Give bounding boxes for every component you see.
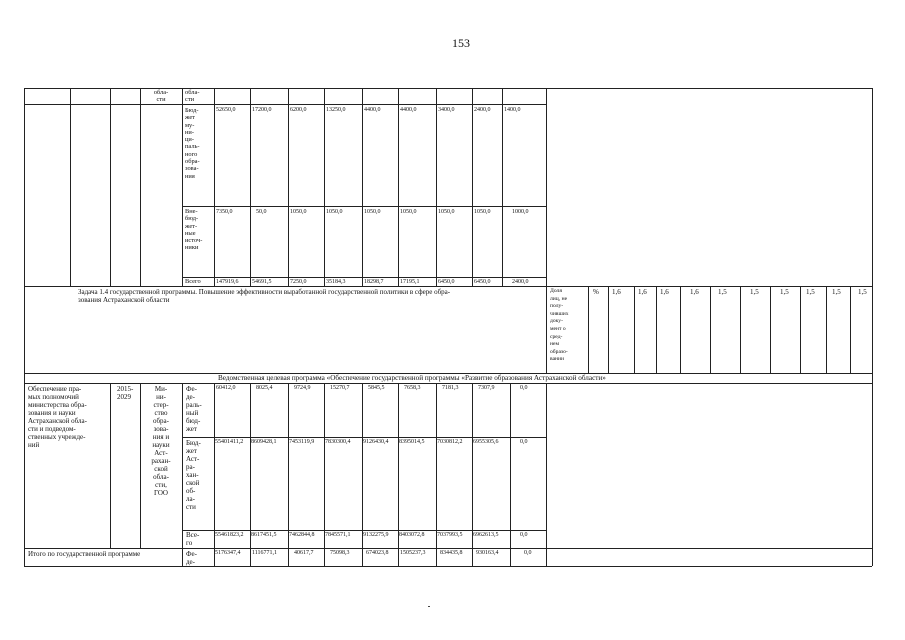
vcp-executor: Ми- ни- стер- ство обра- зова- ния и науки Аст- рахан- ской обла- сти, ГОО (151, 385, 171, 497)
cell-value: 147919,6 (216, 279, 239, 285)
cell-value: 7845571,1 (325, 532, 351, 538)
cell-value: 8025,4 (256, 385, 273, 391)
cell-value: 7462844,8 (289, 532, 315, 538)
indicator-value: 1,5 (832, 288, 841, 296)
cell-value: 60412,0 (216, 385, 236, 391)
cell-value: 834435,8 (440, 550, 463, 556)
cell-value: 8403072,8 (399, 532, 425, 538)
cell-value: 9724,9 (294, 385, 311, 391)
source-extrabudgetary: Вне- бюд- жет- ные источ- ники (185, 208, 203, 252)
indicator-value: 1,6 (660, 288, 669, 296)
cell-value: 17195,1 (400, 279, 420, 285)
cell-value: 7181,3 (442, 385, 459, 391)
source-regional-budget: Бюд- жет Аст- ра- хан- ской об- ла- сти (186, 439, 201, 511)
source-total: Всего (185, 278, 201, 285)
cell-value: 3400,0 (438, 107, 455, 113)
indicator-value: 1,5 (806, 288, 815, 296)
cell-value: 2400,0 (512, 279, 529, 285)
cell-value: 2400,0 (474, 107, 491, 113)
indicator-value: 1,5 (750, 288, 759, 296)
cell-value: 8395014,5 (399, 439, 425, 445)
cell-value: 6955305,6 (473, 439, 499, 445)
cell-value: 13250,0 (326, 107, 346, 113)
cell-value: 7250,0 (290, 279, 307, 285)
cell-value: 0,0 (520, 532, 528, 538)
total-label: Итого по государственной программе (28, 550, 141, 558)
cell-value: 1116771,1 (252, 550, 278, 556)
cell-value: 7037993,5 (437, 532, 463, 538)
indicator-unit: % (593, 288, 599, 296)
indicator-value: 1,6 (690, 288, 699, 296)
cell-value: 18298,7 (364, 279, 384, 285)
source-total: Все- го (186, 531, 200, 547)
cell-value: 6450,0 (438, 279, 455, 285)
cell-value: 35184,3 (326, 279, 346, 285)
cell-value: 7453119,9 (289, 439, 315, 445)
cell-value: 7350,0 (216, 209, 233, 215)
cell-value: 4400,0 (364, 107, 381, 113)
cell-value: 8609428,1 (251, 439, 277, 445)
cell-value: 54691,5 (252, 279, 272, 285)
cell-value: 1000,0 (512, 209, 529, 215)
cell-value: 52650,0 (216, 107, 236, 113)
cell-value: 55401411,2 (215, 439, 244, 445)
cell-value: 6200,0 (290, 107, 307, 113)
cell-value: 7658,3 (404, 385, 421, 391)
indicator-value: 1,6 (638, 288, 647, 296)
cell-value: 55461823,2 (215, 532, 244, 538)
cell-value: 674023,8 (366, 550, 389, 556)
source-municipal-budget: Бюд- жет му- ни- ци- паль- ного обра- зова- ния (185, 107, 200, 180)
task-description: Задача 1.4 государственной программы. Повышение эффективности выработанной государственной политики в сфере обра- зования Астраханской области (78, 288, 451, 304)
cell-value: 5176347,4 (215, 550, 241, 556)
indicator-value: 1,5 (718, 288, 727, 296)
cell-value: 1050,0 (438, 209, 455, 215)
cell-value: 0,0 (524, 550, 532, 556)
cell-value: 17200,0 (252, 107, 272, 113)
total-source: Фе- де- (186, 550, 197, 566)
cell-value: 4400,0 (400, 107, 417, 113)
cell-value: 930163,4 (476, 550, 499, 556)
cell-value: 7030812,2 (437, 439, 463, 445)
cell-value: 1050,0 (326, 209, 343, 215)
vcp-title: Ведомственная целевая программа «Обеспечение государственной программы «Развитие образования Астраханской области» (218, 374, 606, 382)
cell-value: 9126430,4 (363, 439, 389, 445)
cell-value: 1050,0 (364, 209, 381, 215)
vcp-activity: Обеспечение пра- мых полномочий министерства обра- зования и науки Астраханской обла- сти и подведом- ственных учрежде- ний (28, 385, 87, 449)
cell-value: 1505237,3 (400, 550, 426, 556)
cell-value: 6962613,5 (473, 532, 499, 538)
header-region-col-1: обла- сти (153, 89, 169, 104)
cell-value: 7307,9 (478, 385, 495, 391)
cell-value: 5845,5 (368, 385, 385, 391)
cell-value: 9132275,9 (363, 532, 389, 538)
indicator-value: 1,6 (612, 288, 621, 296)
cell-value: 0,0 (520, 385, 528, 391)
cell-value: 40617,7 (294, 550, 314, 556)
cell-value: 0,0 (520, 439, 528, 445)
cell-value: 1050,0 (474, 209, 491, 215)
cell-value: 1050,0 (400, 209, 417, 215)
cell-value: 50,0 (256, 209, 267, 215)
scan-speck (428, 606, 430, 607)
cell-value: 7830300,4 (325, 439, 351, 445)
indicator-value: 1,5 (780, 288, 789, 296)
indicator-value: 1,5 (858, 288, 867, 296)
indicator-description: Доля лиц, не полу- чивших доку- мент о сред- нем образо- вании (550, 288, 569, 363)
cell-value: 1400,0 (504, 107, 521, 113)
cell-value: 1050,0 (290, 209, 307, 215)
source-federal-budget: Фе- де- раль- ный бюд- жет (186, 385, 202, 433)
vcp-period: 2015- 2029 (117, 385, 134, 401)
header-region-col-2: обла- сти (185, 89, 200, 104)
cell-value: 15270,7 (330, 385, 350, 391)
cell-value: 75098,3 (330, 550, 350, 556)
cell-value: 6450,0 (474, 279, 491, 285)
page-number: 153 (452, 36, 470, 50)
cell-value: 8617451,5 (251, 532, 277, 538)
